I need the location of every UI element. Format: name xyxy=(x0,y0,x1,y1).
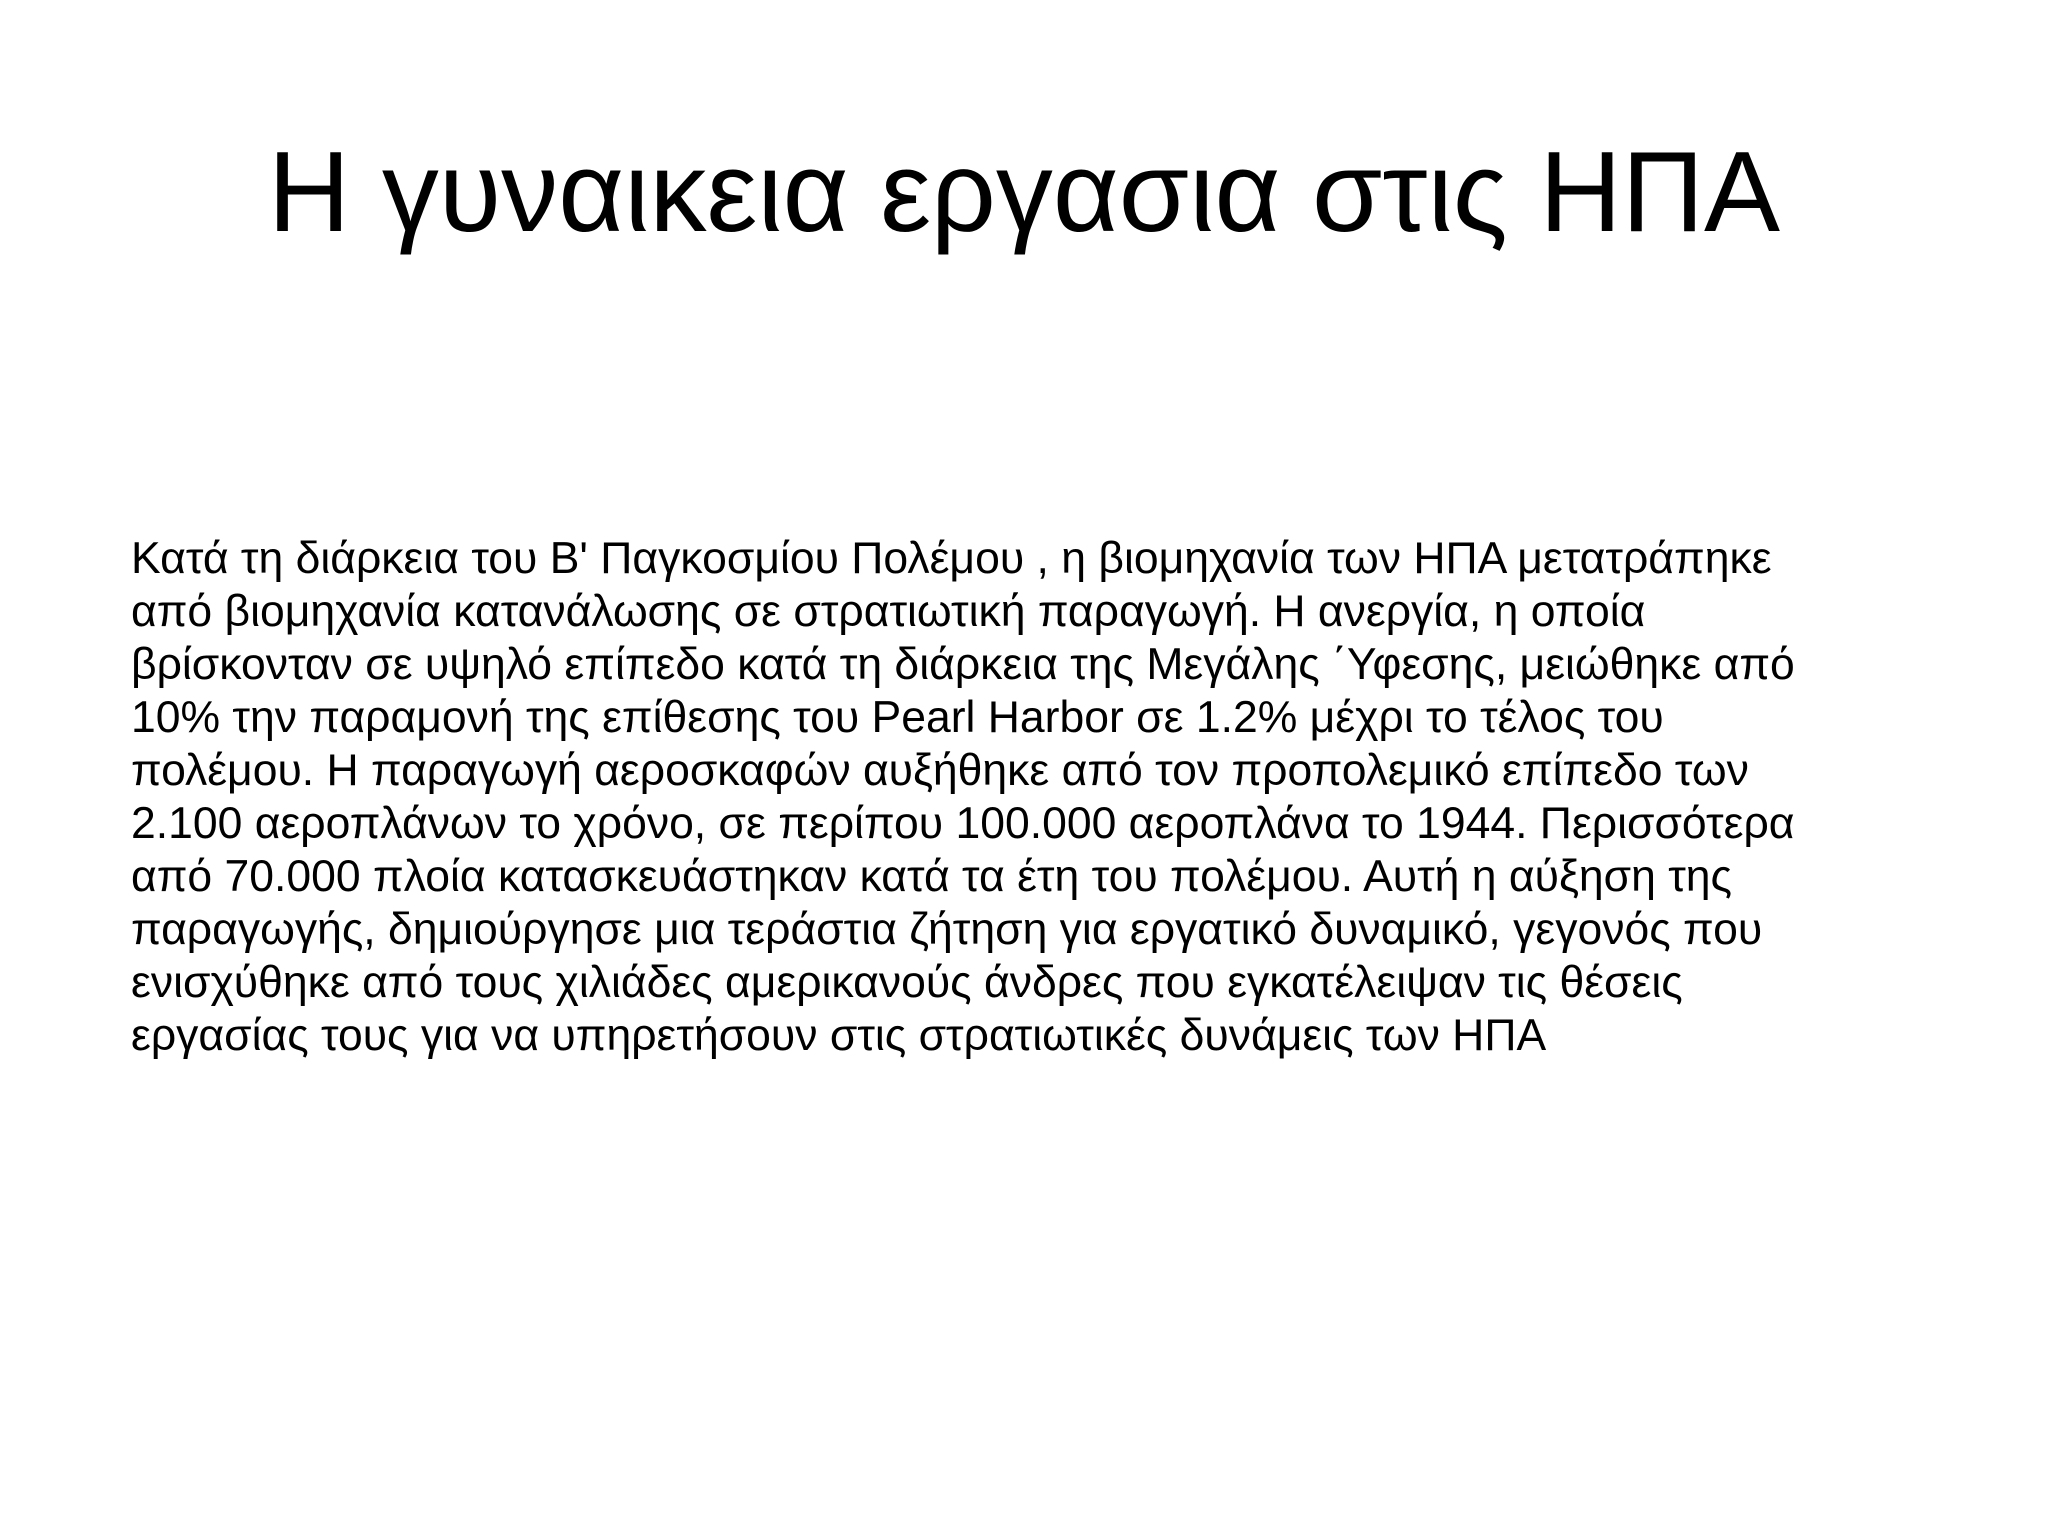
body-line: από 70.000 πλοία κατασκευάστηκαν κατά τα έτη του πολέμου. Αυτή η αύξηση της xyxy=(131,852,1732,901)
body-line: Κατά τη διάρκεια του Β' Παγκοσμίου Πολέμου , η βιομηχανία των ΗΠΑ μετατράπηκε xyxy=(131,534,1772,583)
body-line: βρίσκονταν σε υψηλό επίπεδο κατά τη διάρκεια της Μεγάλης ΄Υφεσης, μειώθηκε από xyxy=(131,640,1795,689)
body-line: πολέμου. Η παραγωγή αεροσκαφών αυξήθηκε από τον προπολεμικό επίπεδο των xyxy=(131,746,1749,795)
body-line: παραγωγής, δημιούργησε μια τεράστια ζήτηση για εργατικό δυναμικό, γεγονός που xyxy=(131,905,1763,954)
body-line: 10% την παραμονή της επίθεσης του Pearl Harbor σε 1.2% μέχρι το τέλος του xyxy=(131,693,1664,742)
body-line: 2.100 αεροπλάνων το χρόνο, σε περίπου 100.000 αεροπλάνα το 1944. Περισσότερα xyxy=(131,799,1795,848)
slide-title: Η γυναικεια εργασια στις ΗΠΑ xyxy=(267,129,1781,256)
slide-body-text xyxy=(131,532,1931,1062)
body-line: ενισχύθηκε από τους χιλιάδες αμερικανούς άνδρες που εγκατέλειψαν τις θέσεις xyxy=(131,958,1683,1007)
body-line: εργασίας τους για να υπηρετήσουν στις στρατιωτικές δυνάμεις των ΗΠΑ xyxy=(131,1011,1547,1060)
body-line: από βιομηχανία κατανάλωσης σε στρατιωτική παραγωγή. Η ανεργία, η οποία xyxy=(131,587,1646,636)
